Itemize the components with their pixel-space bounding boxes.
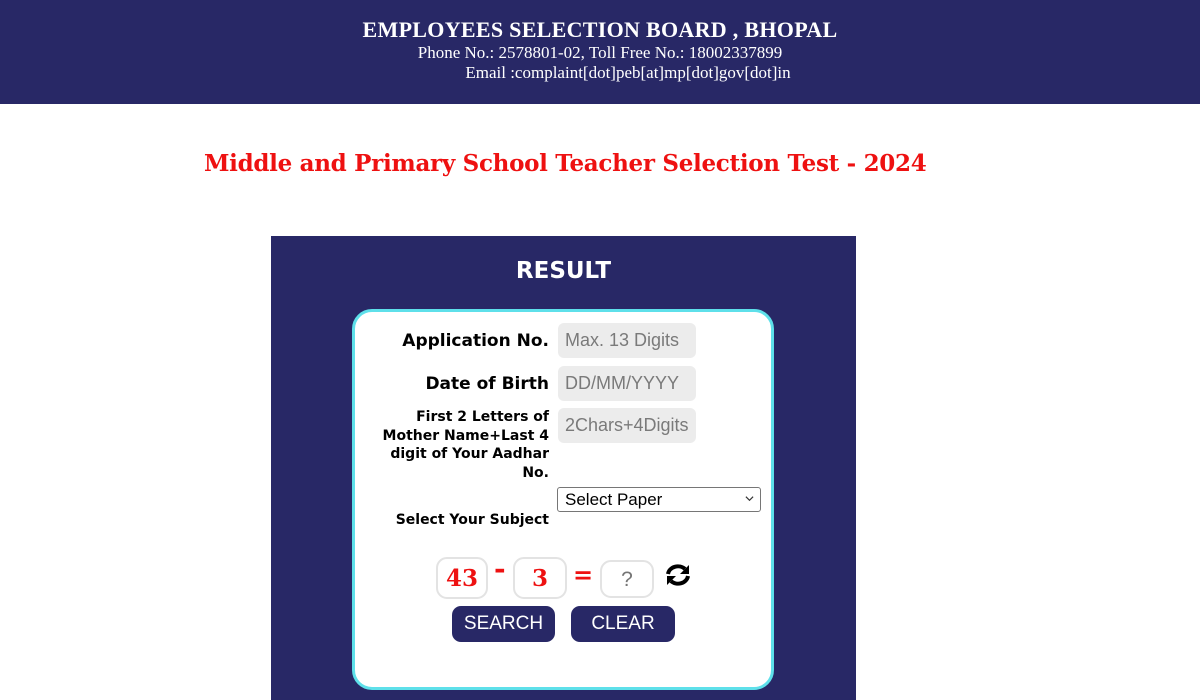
captcha-operator: - — [494, 552, 506, 585]
result-heading: RESULT — [515, 258, 612, 284]
captcha-operand2-text: 3 — [531, 565, 548, 592]
site-header — [0, 0, 1200, 104]
clear-button[interactable]: CLEAR — [571, 606, 675, 642]
dob-label: Date of Birth — [425, 374, 549, 394]
mother-aadhar-input[interactable] — [558, 408, 696, 443]
chevron-down-icon — [745, 494, 754, 503]
captcha-answer-box[interactable] — [600, 560, 654, 598]
organization-name: EMPLOYEES SELECTION BOARD , BHOPAL — [362, 17, 838, 42]
captcha-answer-input[interactable] — [602, 562, 652, 598]
subject-select[interactable] — [557, 487, 761, 512]
mother-aadhar-label — [362, 408, 549, 482]
label-line: First 2 Letters of — [416, 409, 549, 425]
captcha-equals: = — [573, 560, 594, 589]
search-button[interactable]: SEARCH — [452, 606, 555, 642]
dob-input[interactable] — [558, 366, 696, 401]
captcha-operand1-text: 43 — [445, 565, 478, 592]
contact-email: Email :complaint[dot]peb[at]mp[dot]gov[dot]in — [465, 63, 791, 82]
subject-selected-value: Select Paper — [565, 490, 663, 509]
captcha-operand1 — [436, 557, 488, 599]
captcha-operand2 — [513, 557, 567, 599]
exam-title: Middle and Primary School Teacher Selection Test - 2024 — [204, 150, 927, 177]
label-line: No. — [522, 464, 549, 481]
subject-label: Select Your Subject — [395, 512, 549, 528]
contact-phone: Phone No.: 2578801-02, Toll Free No.: 18002337899 — [417, 43, 783, 62]
label-line: digit of Your Aadhar — [390, 446, 549, 462]
application-no-label: Application No. — [402, 331, 549, 351]
application-no-input[interactable] — [558, 323, 696, 358]
refresh-icon[interactable] — [664, 563, 692, 587]
label-line: Mother Name+Last 4 — [382, 427, 549, 444]
